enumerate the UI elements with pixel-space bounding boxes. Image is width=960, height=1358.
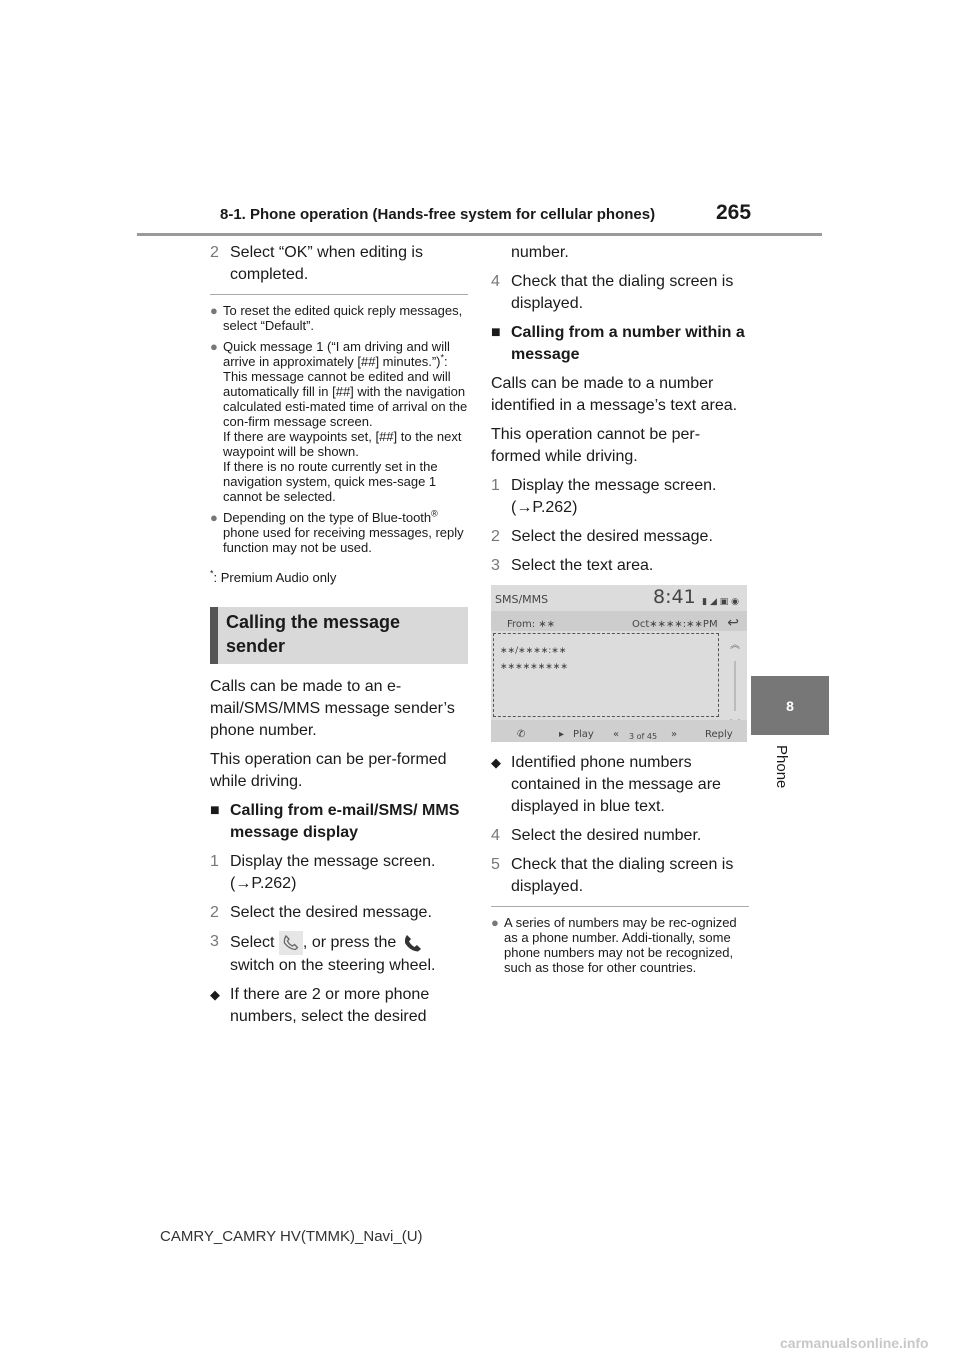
screen-button-bar xyxy=(491,720,747,742)
bullet-item: ◆ Identified phone numbers contained in the message are displayed in blue text. xyxy=(491,754,721,815)
step-item: 1 Display the message screen. (→P.262) xyxy=(210,853,436,892)
note-divider xyxy=(491,906,749,907)
message-screen-image xyxy=(491,585,747,742)
step-item: 5 Check that the dialing screen is displayed. xyxy=(491,856,734,895)
paragraph: This operation cannot be per-formed while driving. xyxy=(491,426,701,465)
message-line: ∗∗/∗∗∗∗:∗∗ xyxy=(500,646,567,656)
header-title: 8-1. Phone operation (Hands-free system for cellular phones) xyxy=(220,206,656,223)
subheading: ■ Calling from a number within a message xyxy=(491,324,745,363)
section-heading: Calling the message sender xyxy=(210,607,468,664)
paragraph: Calls can be made to a number identified in a message’s text area. xyxy=(491,375,738,414)
message-line: ∗∗∗∗∗∗∗∗∗ xyxy=(500,662,568,672)
phone-icon xyxy=(279,931,303,955)
chapter-label: Phone xyxy=(773,745,790,789)
previous-icon[interactable]: « xyxy=(613,729,620,740)
step-item: 3 Select , or press the switch on the steering wheel. xyxy=(210,933,436,974)
scroll-arrows[interactable] xyxy=(729,635,741,713)
status-icons: ▮ ◢ ▣ ◉ xyxy=(702,597,739,607)
screen-title: SMS/MMS xyxy=(495,593,549,606)
message-counter: 3 of 45 xyxy=(629,732,658,741)
header-divider xyxy=(137,233,822,236)
page-number: 265 xyxy=(716,201,752,224)
paragraph: This operation can be per-formed while driving. xyxy=(210,751,447,790)
step-item: 2 Select the desired message. xyxy=(491,528,713,545)
step-item: 4 Check that the dialing screen is displayed. xyxy=(491,273,734,312)
step-item: number. xyxy=(511,244,569,261)
reply-button[interactable]: Reply xyxy=(705,729,733,740)
play-button[interactable]: Play xyxy=(573,729,594,740)
notes-block xyxy=(491,915,749,975)
watermark: carmanualsonline.info xyxy=(780,1335,929,1351)
screen-clock: 8:41 xyxy=(653,586,696,608)
notes-block xyxy=(210,303,468,555)
footnote: *: Premium Audio only xyxy=(210,568,337,585)
from-row xyxy=(491,611,747,631)
footer-code: CAMRY_CAMRY HV(TMMK)_Navi_(U) xyxy=(160,1228,423,1245)
date-label: Oct∗∗∗∗:∗∗PM xyxy=(632,619,718,630)
message-text-area[interactable] xyxy=(493,633,719,717)
scroll-up-icon[interactable]: ︽ xyxy=(730,640,740,651)
from-label: From: ∗∗ xyxy=(507,619,556,630)
chapter-tab: 8 xyxy=(751,676,829,735)
bullet-item: ◆ If there are 2 or more phone numbers, select the desired xyxy=(210,986,430,1025)
next-icon[interactable]: » xyxy=(671,729,678,740)
play-icon[interactable]: ▸ xyxy=(559,729,565,740)
step-item: 1 Display the message screen. (→P.262) xyxy=(491,477,717,516)
note-item: ● Depending on the type of Blue-tooth® phone used for receiving messages, reply function may not be used. xyxy=(210,508,464,555)
step-item: 4 Select the desired number. xyxy=(491,827,702,844)
scroll-track[interactable] xyxy=(734,661,736,711)
step-item: 3 Select the text area. xyxy=(491,557,654,574)
call-icon[interactable]: ✆ xyxy=(517,729,526,740)
step-item: 2 Select “OK” when editing is completed. xyxy=(210,244,423,283)
left-column xyxy=(210,242,468,1035)
steering-phone-icon xyxy=(401,931,425,955)
step-item: 2 Select the desired message. xyxy=(210,904,432,921)
back-icon[interactable]: ↩ xyxy=(727,615,739,631)
subheading: ■ Calling from e-mail/SMS/ MMS message display xyxy=(210,802,460,841)
note-item: ● A series of numbers may be rec-ognized as a phone number. Addi-tionally, some phone numbers may not be recognized, such as those for other countries. xyxy=(491,915,737,975)
note-item: ● To reset the edited quick reply messages, select “Default”. xyxy=(210,303,463,333)
note-item: ● Quick message 1 (“I am driving and will arrive in approximately [##] minutes.”)*: This message cannot be edited and will automatically fill in [##] with the navigation calculated esti-mated time of arrival on the con-firm message screen. If there are waypoints set, [##] to the next waypoint will be shown. If there is no route currently set in the navigation system, quick mes-sage 1 cannot be selected. xyxy=(210,339,468,504)
right-column xyxy=(491,242,749,981)
note-divider xyxy=(210,294,468,295)
paragraph: Calls can be made to an e-mail/SMS/MMS message sender’s phone number. xyxy=(210,678,455,739)
